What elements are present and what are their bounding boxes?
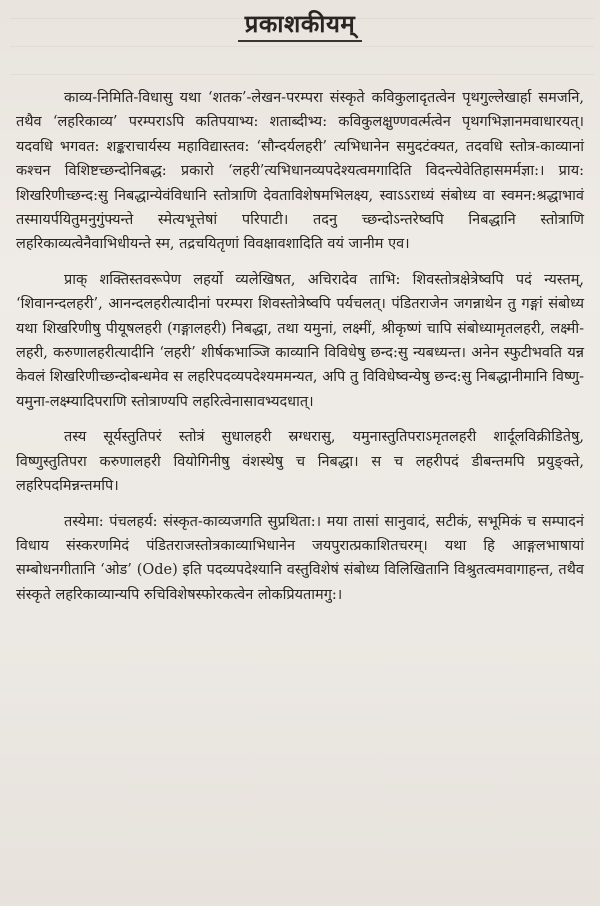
paragraph-3: तस्य सूर्यस्तुतिपरं स्तोत्रं सुधालहरी स्रग्धरासु, यमुनास्तुतिपराऽमृतलहरी शार्दूलविक्रीडितेषु, विष्णुस्तुतिपरा करुणालहरी वियोगिनीषु वंशस्थेषु च निबद्धा। स च लहरीपदं डीबन्तमपि प्रयुङ्क्ते, लहरिपदमिन्नन्तमपि। <box>16 429 584 495</box>
page-title: प्रकाशकीयम् <box>244 9 356 38</box>
body-text <box>16 86 584 607</box>
title-underline <box>238 40 362 42</box>
paragraph-1: काव्य-निमिति-विधासु यथा ‘शतक’-लेखन-परम्परा संस्कृते कविकुलादृतत्वेन पृथगुल्लेखार्हा समजनि, तथैव ‘लहरिकाव्य’ परम्पराऽपि कतिपयाभ्य: शताब्दीभ्य: कविकुलक्षुण्णवर्त्मत्वेन पृथगभिज्ञानमवाधारयत्। यदवधि भगवत: शङ्कराचार्यस्य महाविद्यास्तव: ‘सौन्दर्यलहरी’ त्यभिधानेन समुदटंक्यत, तदवधि स्तोत्र-काव्यानां कश्चन विशिष्टच्छन्दोनिबद्ध: प्रकारो ‘लहरी’त्यभिधानव्यपदेश्यत्वमगादिति विदन्त्येवेतिहासमर्मज्ञा:। प्राय: शिखरिणीच्छन्द:सु निबद्धान्येवंविधानि स्तोत्राणि देवताविशेषमभिलक्ष्य, स्वाऽऽराध्यं संबोध्य वा स्वमन:श्रद्धाभावं तस्मायर्पयितुमनुगुंफ्यन्ते स्मेत्यभूत्तेषां परिपाटी। तदनु च्छन्दोऽन्तरेष्वपि निबद्धानि स्तोत्राणि लहरिकाव्यत्वेनैवाभिधीयन्ते स्म, तद्रचयितृणां विवक्षावशादिति वयं जानीम एव। <box>16 90 584 253</box>
paragraph-2: प्राक् शक्तिस्तवरूपेण लहर्यो व्यलेखिषत, अचिरादेव ताभि: शिवस्तोत्रक्षेत्रेष्वपि पदं न्यस्तम्, ‘शिवानन्दलहरी’, आनन्दलहरीत्यादीनां परम्परा शिवस्तोत्रेष्वपि पर्यचलत्। पंडितराजेन जगन्नाथेन तु गङ्गां संबोध्य यथा शिखरिणीषु पीयूषलहरी (गङ्गालहरी) निबद्धा, तथा यमुनां, लक्ष्मीं, श्रीकृष्णं चापि संबोध्यामृतलहरी, लक्ष्मी-लहरी, करुणालहरीत्यादीनि ‘लहरी’ शीर्षकभाञ्जि काव्यानि विविधेषु छन्द:सु न्यबध्यन्त। अनेन स्फुटीभवति यन्न केवलं शिखरिणीच्छन्दोबन्धमेव स लहरिपदव्यपदेश्यममन्यत, अपि तु विविधेष्वन्येषु छन्द:सु निबद्धानीमानि विष्णु-यमुना-लक्ष्म्यादिपराणि स्तोत्राण्यपि लहरित्वेनासावभ्यदधात्। <box>16 271 584 410</box>
paragraph-4: तस्येमा: पंचलहर्य: संस्कृत-काव्यजगति सुप्रथिता:। मया तासां सानुवादं, सटीकं, सभूमिकं च सम्पादनं विधाय संस्करणमिदं पंडितराजस्तोत्रकाव्याभिधानेन जयपुरात्प्रकाशितचरम्। यथा हि आङ्गलभाषायां सम्बोधनगीतानि ‘ओड’ (Ode) इति पदव्यपदेश्यानि वस्तुविशेषं संबोध्य विलिखितानि विश्रुतत्वमवागाहन्त, तथैव संस्कृते लहरिकाव्यान्यपि रुचिविशेषस्फोरकत्वेन लोकप्रियतामगु:। <box>16 513 584 603</box>
